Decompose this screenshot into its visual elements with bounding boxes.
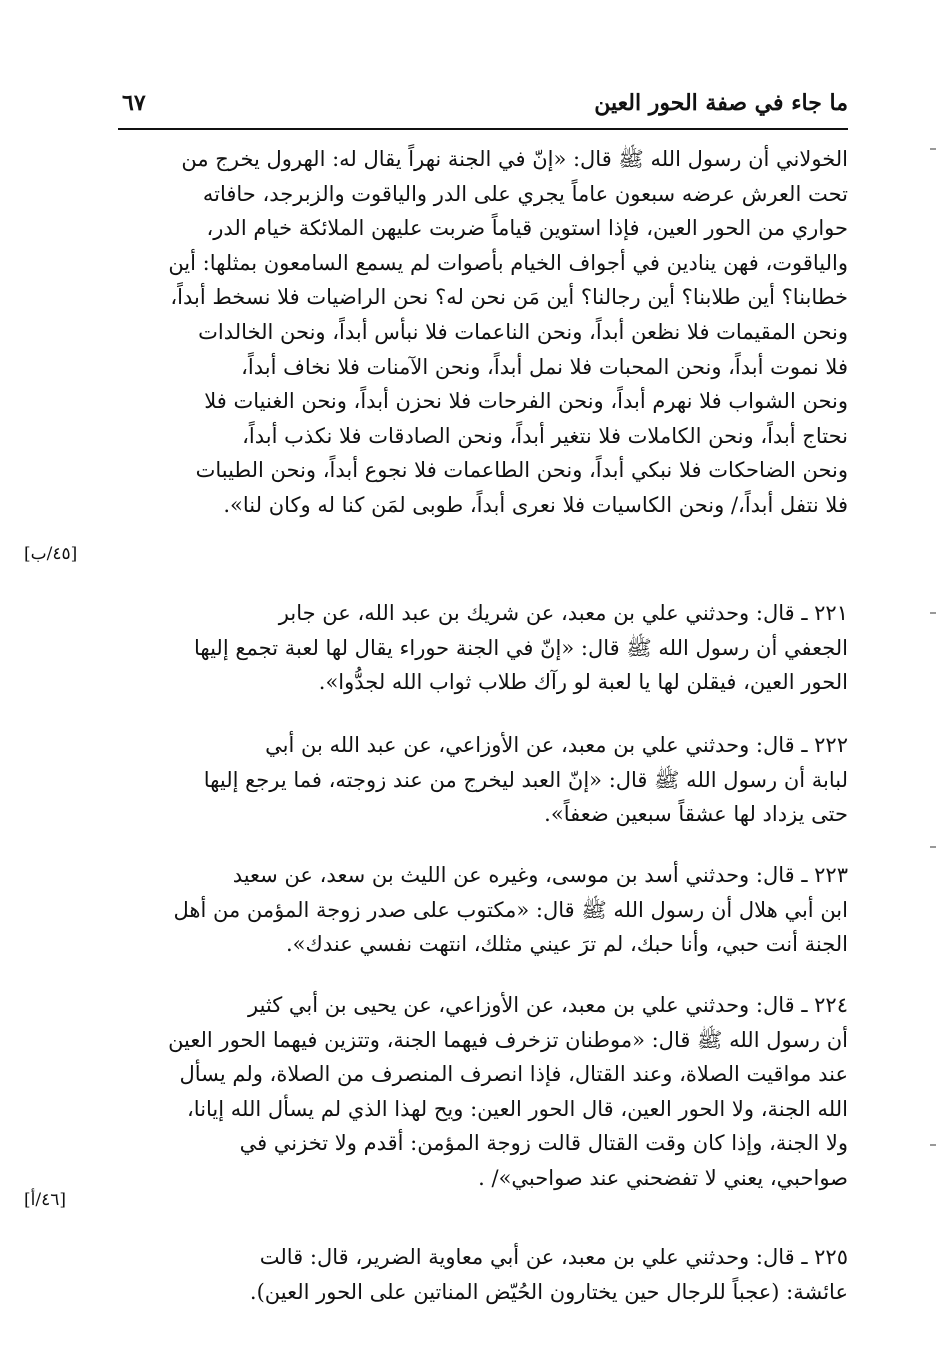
text-line: الحور العين، فيقلن لها يا لعبة لو رآك طلاب ثواب الله لجدُّوا».: [318, 670, 848, 695]
text-line: تحت العرش عرضه سبعون عاماً يجري على الدر والياقوت والزبرجد، حافاته: [202, 181, 848, 206]
text-line: الجنة أنت حبي، وأنا حبك، لم ترَ عيني مثلك، انتهت نفسي عندك».: [286, 932, 848, 957]
text-line: ٢٢٢ ـ قال: وحدثني علي بن معبد، عن الأوزاعي، عن عبد الله بن أبي: [265, 733, 848, 757]
text-line: عند مواقيت الصلاة، وعند القتال، فإذا انصرف المنصرف من الصلاة، ولم يسأل: [179, 1062, 848, 1087]
text-line: الجعفي أن رسول الله ﷺ قال: «إنّ في الجنة حوراء يقال لها لعبة تجمع إليها: [194, 635, 848, 660]
text-line: ٢٢٥ ـ قال: وحدثني علي بن معبد، عن أبي معاوية الضرير، قال: قالت: [259, 1245, 848, 1269]
text-line: الله الجنة، ولا الحور العين، قال الحور العين: ويح لهذا الذي لم يسأل الله إيانا،: [187, 1096, 848, 1121]
text-line: ونحن المقيمات فلا نظعن أبداً، ونحن الناعمات فلا نبأس أبداً، ونحن الخالدات: [198, 319, 848, 344]
paragraph-continuation: [118, 142, 848, 523]
text-line: صواحبي، يعني لا تفضحني عند صواحبي»/ .: [478, 1165, 848, 1190]
text-line: فلا نتفل أبداً،/ ونحن الكاسيات فلا نعرى أبداً، طوبى لمَن كنا له وكان لنا».: [223, 492, 848, 517]
margin-folio-ref: [٤٦/أ]: [24, 1190, 66, 1210]
text-line: لبابة أن رسول الله ﷺ قال: «إنّ العبد ليخرج من عند زوجته، فما يرجع إليها: [203, 767, 848, 792]
running-title: ما جاء في صفة الحور العين: [594, 90, 848, 116]
scan-mark: [930, 148, 936, 150]
text-line: ولا الجنة، وإذا كان وقت القتال قالت زوجة المؤمن: أقدم ولا تخزني في: [239, 1131, 848, 1156]
text-line: الخولاني أن رسول الله ﷺ قال: «إنّ في الجنة نهراً يقال له: الهرول يخرج من: [181, 147, 848, 171]
scan-mark: [930, 846, 936, 848]
scan-mark: [930, 1144, 936, 1146]
text-line: خطابنا؟ أين طلابنا؟ أين رجالنا؟ أين مَن نحن له؟ نحن الراضيات فلا نسخط أبداً،: [170, 285, 848, 310]
scan-mark: [930, 612, 936, 614]
hadith-224: [118, 988, 848, 1196]
hadith-225: [118, 1240, 848, 1309]
page-header: [118, 84, 848, 130]
text-line: فلا نموت أبداً، ونحن المحبات فلا نمل أبداً، ونحن الآمنات فلا نخاف أبداً،: [241, 354, 848, 379]
page-number: ٦٧: [122, 90, 146, 116]
text-line: ٢٢٣ ـ قال: وحدثني أسد بن موسى، وغيره عن الليث بن سعد، عن سعيد: [232, 863, 848, 887]
text-line: حواري من الحور العين، فإذا استوين قياماً ضربت عليهن الملائكة خيام الدر،: [206, 216, 848, 241]
text-line: ٢٢٤ ـ قال: وحدثني علي بن معبد، عن الأوزاعي، عن يحيى بن أبي كثير: [248, 993, 848, 1017]
text-line: والياقوت، فهن ينادين في أجواف الخيام بأصوات لم يسمع السامعون بمثلها: أين: [168, 250, 848, 275]
text-line: ابن أبي هلال أن رسول الله ﷺ قال: «مكتوب على صدر زوجة المؤمن من أهل: [173, 897, 848, 922]
text-line: حتى يزداد لها عشقاً سبعين ضعفاً».: [544, 802, 848, 827]
hadith-222: [118, 728, 848, 832]
text-line: ونحن الضاحكات فلا نبكي أبداً، ونحن الطاعمات فلا نجوع أبداً، ونحن الطيبات: [195, 458, 848, 483]
text-line: نحتاج أبداً، ونحن الكاملات فلا نتغير أبداً، ونحن الصادقات فلا نكذب أبداً،: [242, 423, 848, 448]
text-line: ونحن الشواب فلا نهرم أبداً، ونحن الفرحات فلا نحزن أبداً، ونحن الغنيات فلا: [204, 389, 848, 414]
hadith-221: [118, 596, 848, 700]
margin-folio-ref: [٤٥/ب]: [24, 544, 78, 564]
hadith-223: [118, 858, 848, 962]
text-line: ٢٢١ ـ قال: وحدثني علي بن معبد، عن شريك بن عبد الله، عن جابر: [278, 601, 848, 625]
text-line: أن رسول الله ﷺ قال: «موطنان تزخرف فيهما الجنة، وتتزين فيهما الحور العين: [168, 1027, 848, 1052]
text-line: عائشة: (عجباً للرجال حين يختارون الحُيّض المناتين على الحور العين).: [249, 1279, 848, 1304]
